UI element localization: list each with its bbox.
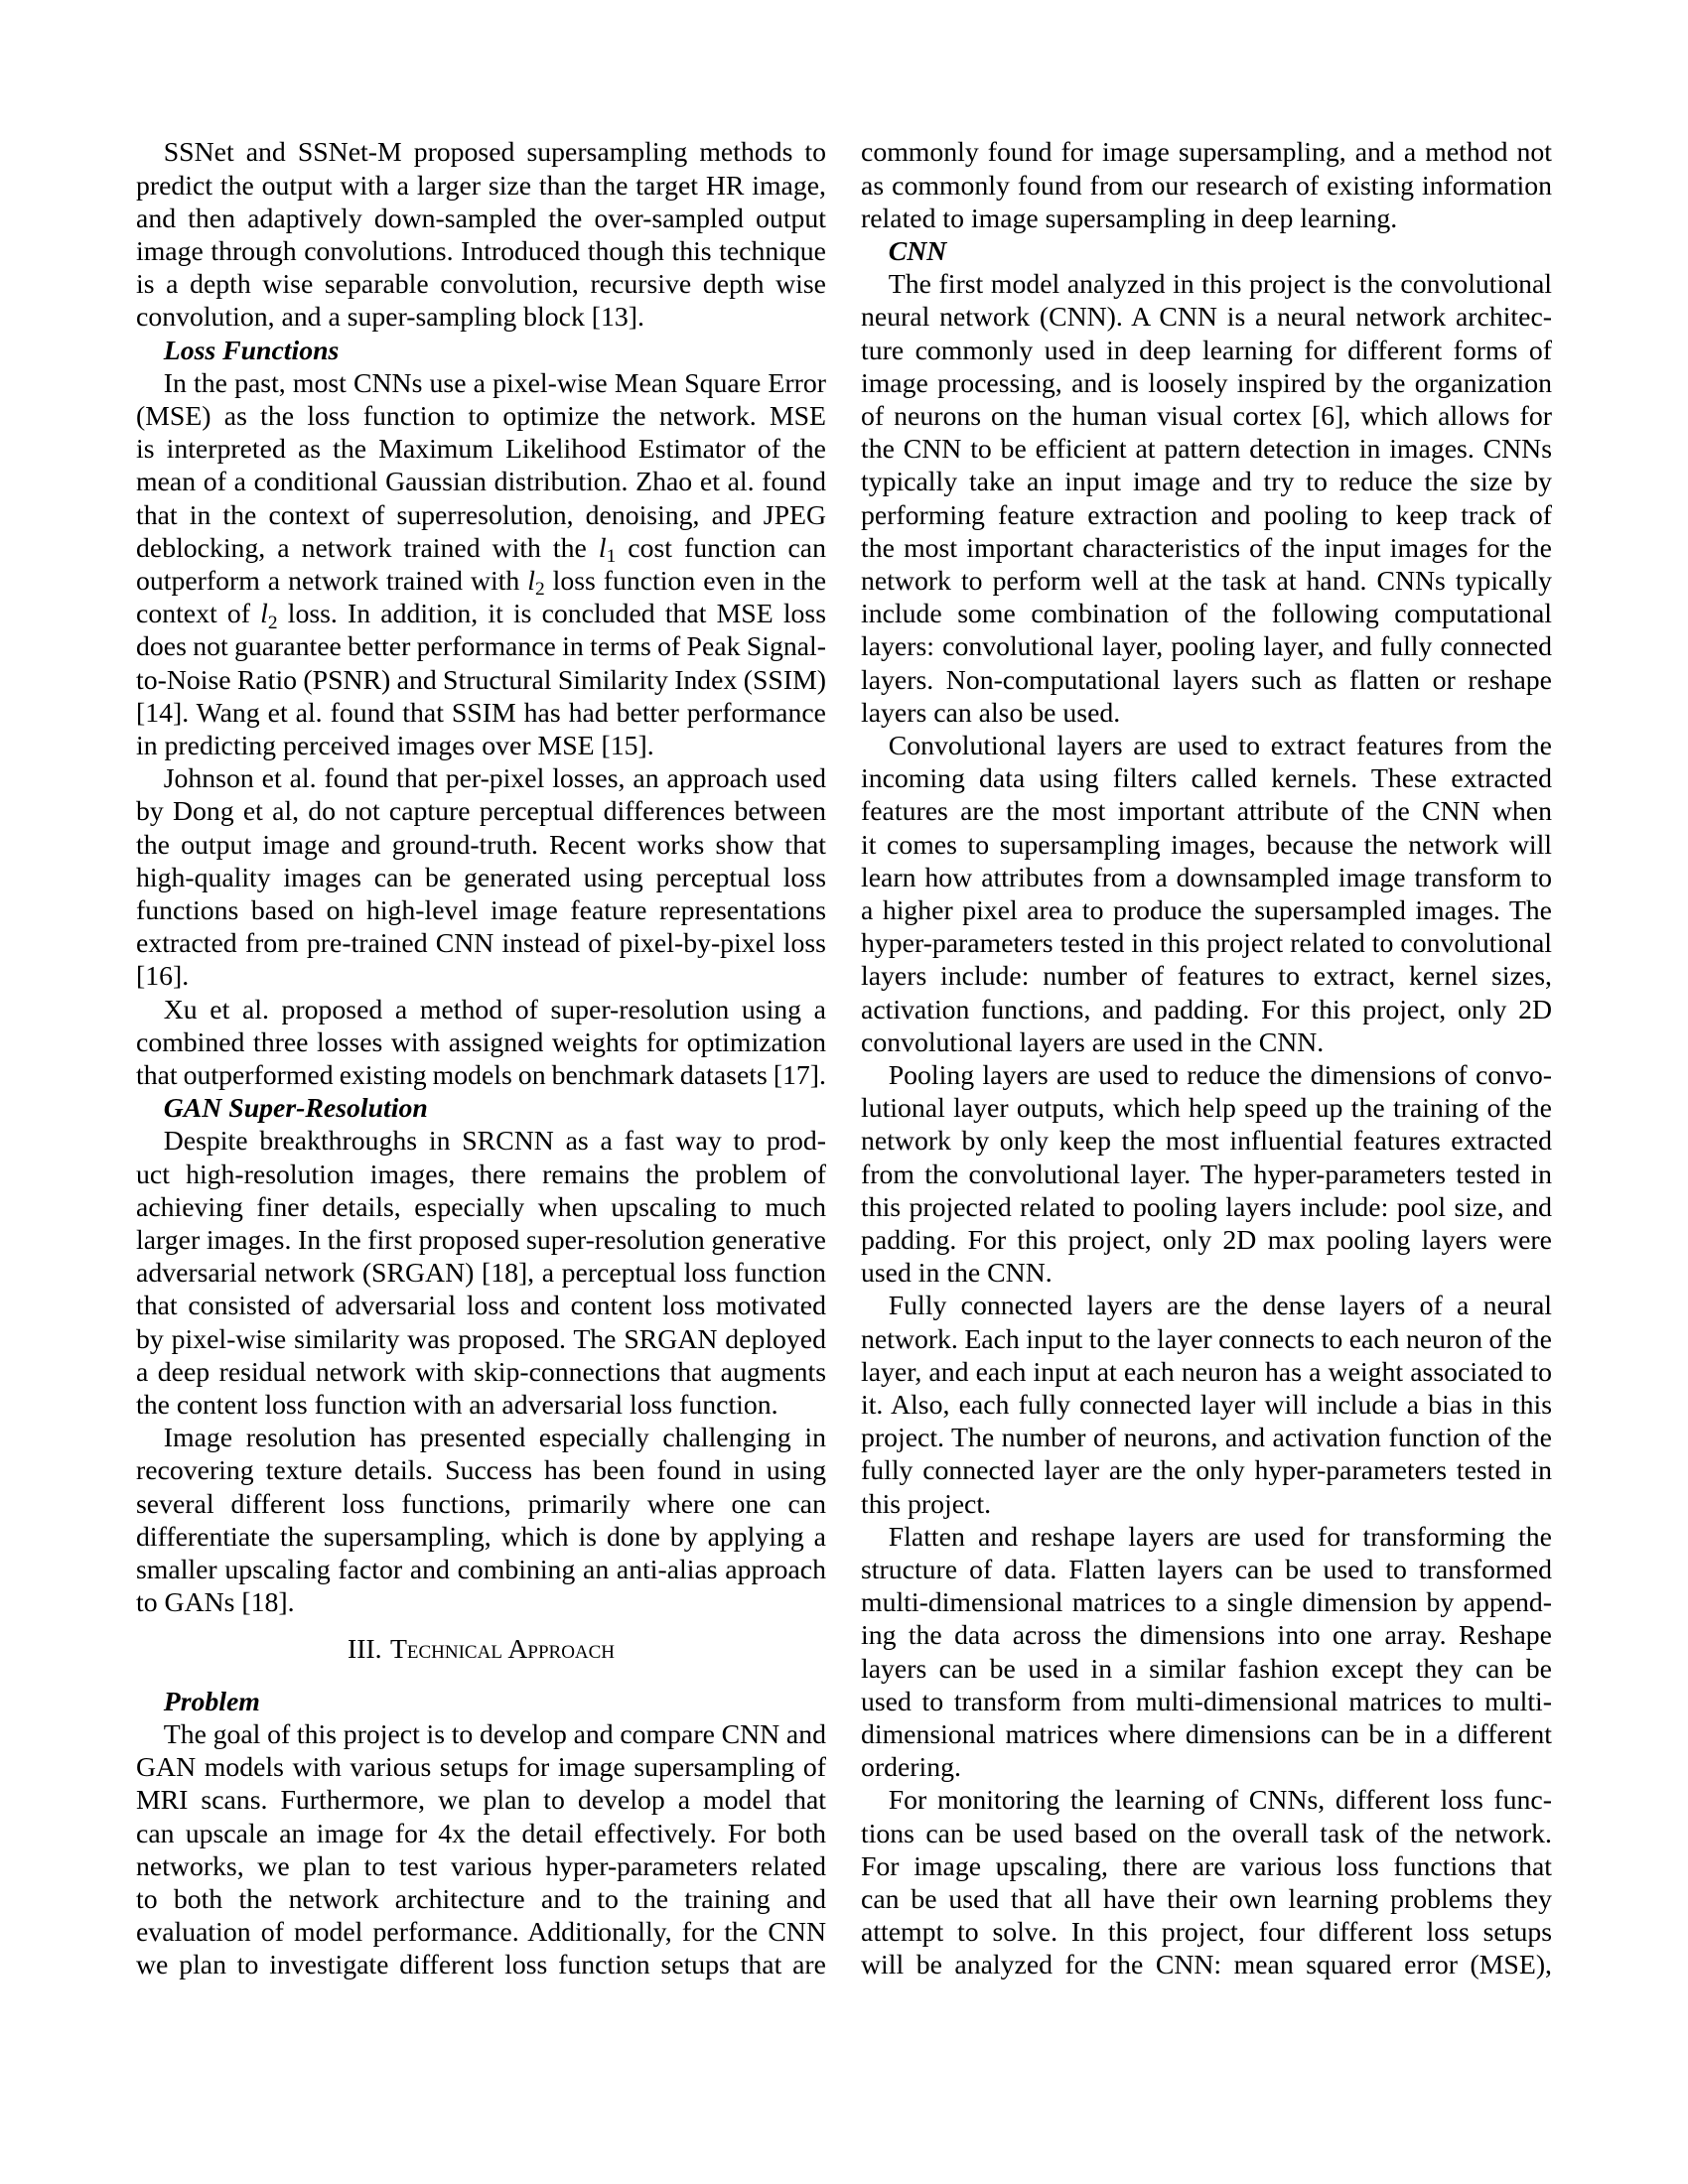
text-line: tions can be used based on the overall task of the network. (861, 1818, 1552, 1849)
text-line: it comes to supersampling images, because the network will (861, 829, 1552, 861)
text-line: The first model analyzed in this project is the convolutional (888, 269, 1552, 301)
text-line: adversarial network (SRGAN) [18], a perceptual loss function (136, 1258, 826, 1290)
text-line: ordering. (861, 1752, 961, 1784)
text-line: (MSE) as the loss function to optimize the network. MSE (136, 400, 826, 432)
text-line: The goal of this project is to develop and compare CNN and (163, 1719, 826, 1751)
text-line: hyper-parameters tested in this project related to convolutional (861, 928, 1552, 960)
text-line: extracted from pre-trained CNN instead of pixel-by-pixel loss (136, 928, 826, 960)
text-line: ture commonly used in deep learning for different forms of (861, 335, 1552, 366)
text-line: does not guarantee better performance in terms of Peak Signal- (136, 631, 826, 663)
paragraph-johnson (136, 762, 826, 993)
text-line: padding. For this project, only 2D max pooling layers were (861, 1225, 1552, 1256)
text-line: differentiate the supersampling, which is done by applying a (136, 1521, 826, 1553)
text-line: Convolutional layers are used to extract features from the (888, 730, 1552, 761)
text-line: attempt to solve. In this project, four different loss setups (861, 1917, 1552, 1949)
text-line: from the convolutional layer. The hyper-parameters tested in (861, 1159, 1552, 1190)
text-line: Johnson et al. found that per-pixel losses, an approach used (163, 763, 826, 795)
paragraph-fully-connected-layers (861, 1290, 1552, 1520)
text-line: larger images. In the first proposed super-resolution generative (136, 1225, 826, 1256)
text-line: Image resolution has presented especially challenging in (163, 1423, 826, 1454)
text-line: image through convolutions. Introduced though this technique (136, 235, 826, 267)
text-line: a higher pixel area to produce the supersampled images. The (861, 894, 1552, 926)
text-line: and then adaptively down-sampled the over-sampled output (136, 203, 826, 234)
paragraph-goal (136, 1718, 826, 1982)
text-line: commonly found for image supersampling, and a method not (861, 137, 1552, 169)
text-line: GAN models with various setups for image supersampling of (136, 1752, 826, 1784)
section-heading-technical-approach (136, 1619, 826, 1685)
text-line: incoming data using filters called kernels. These extracted (861, 763, 1552, 795)
text-line: fully connected layer are the only hyper-parameters tested in (861, 1455, 1552, 1487)
text-line: MRI scans. Furthermore, we plan to develop a model that (136, 1785, 826, 1817)
text-line: network to perform well at the task at hand. CNNs typically (861, 565, 1552, 597)
text-line: to-Noise Ratio (PSNR) and Structural Similarity Index (SSIM) (136, 664, 826, 696)
section-number: III. (347, 1634, 382, 1666)
math-variable: l (527, 565, 535, 597)
paragraph-continuation (861, 136, 1552, 235)
text-line: learn how attributes from a downsampled image transform to (861, 862, 1552, 893)
text-line: lutional layer outputs, which help speed up the training of the (861, 1093, 1552, 1125)
math-variable: l (260, 599, 268, 630)
text-line: layer, and each input at each neuron has a weight associated to (861, 1356, 1552, 1388)
subsection-heading-cnn: CNN (888, 235, 947, 267)
text-line: dimensional matrices where dimensions can be in a different (861, 1719, 1552, 1751)
text-line: related to image supersampling in deep learning. (861, 203, 1398, 234)
text-line: the most important characteristics of the input images for the (861, 532, 1552, 564)
text-line: Xu et al. proposed a method of super-resolution using a (163, 994, 826, 1025)
text-line: in predicting perceived images over MSE [15]. (136, 730, 654, 761)
text-line: layers: convolutional layer, pooling layer, and fully connected (861, 631, 1552, 663)
text-line: ing the data across the dimensions into one array. Reshape (861, 1620, 1552, 1652)
text-line: used in the CNN. (861, 1258, 1053, 1290)
text-line: network by only keep the most influential features extracted (861, 1126, 1552, 1158)
text-line: to both the network architecture and to the training and (136, 1884, 826, 1916)
text-line: For monitoring the learning of CNNs, different loss func- (888, 1785, 1552, 1817)
paragraph-loss-monitoring (861, 1784, 1552, 1981)
text-segment: deblocking, a network trained with the (136, 532, 599, 564)
paragraph-convolutional-layers (861, 730, 1552, 1059)
text-line: high-quality images can be generated using perceptual loss (136, 862, 826, 893)
text-line: typically take an input image and try to reduce the size by (861, 467, 1552, 498)
text-line: this project. (861, 1488, 992, 1520)
text-line: layers can also be used. (861, 697, 1121, 729)
text-line: [16]. (136, 961, 190, 993)
text-line: the CNN to be efficient at pattern detection in images. CNNs (861, 434, 1552, 466)
text-line: the content loss function with an adversarial loss function. (136, 1390, 778, 1422)
text-line-with-math (136, 565, 827, 601)
text-line: used to transform from multi-dimensional matrices to multi- (861, 1686, 1552, 1717)
text-line: For image upscaling, there are various loss functions that (861, 1850, 1552, 1882)
text-line: convolution, and a super-sampling block [13]. (136, 302, 644, 334)
text-line: we plan to investigate different loss function setups that are (136, 1950, 826, 1981)
text-line: several different loss functions, primarily where one can (136, 1488, 826, 1520)
text-line: combined three losses with assigned weights for optimization (136, 1026, 826, 1058)
text-line: it. Also, each fully connected layer will include a bias in this (861, 1390, 1552, 1422)
text-line: recovering texture details. Success has been found in using (136, 1455, 826, 1487)
text-line: Despite breakthroughs in SRCNN as a fast way to prod- (163, 1126, 826, 1158)
text-line: structure of data. Flatten layers can be used to transformed (861, 1555, 1552, 1586)
subsection-heading-loss-functions: Loss Functions (163, 335, 340, 366)
text-line: uct high-resolution images, there remains the problem of (136, 1159, 826, 1190)
text-segment: context of (136, 599, 261, 630)
text-segment: loss function even in the (544, 565, 827, 597)
text-line: functions based on high-level image feature representations (136, 894, 826, 926)
text-line: network. Each input to the layer connects to each neuron of the (861, 1323, 1552, 1355)
text-line: by pixel-wise similarity was proposed. The SRGAN deployed (136, 1323, 826, 1355)
text-line: multi-dimensional matrices to a single dimension by append- (861, 1587, 1552, 1619)
text-line: smaller upscaling factor and combining an anti-alias approach (136, 1555, 826, 1586)
paragraph-image-resolution (136, 1422, 826, 1619)
right-column (861, 136, 1552, 1981)
text-line: performing feature extraction and pooling to keep track of (861, 499, 1552, 531)
text-segment: outperform a network trained with (136, 565, 528, 597)
text-line: predict the output with a larger size than the target HR image, (136, 170, 826, 202)
text-line-with-math (136, 598, 827, 633)
text-line: Flatten and reshape layers are used for transforming the (888, 1521, 1552, 1553)
text-line: a deep residual network with skip-connections that augments (136, 1356, 826, 1388)
text-line: this projected related to pooling layers include: pool size, and (861, 1191, 1552, 1223)
text-line: that consisted of adversarial loss and content loss motivated (136, 1291, 826, 1322)
text-line: is a depth wise separable convolution, recursive depth wise (136, 269, 826, 301)
subsection-heading-gan-super-resolution: GAN Super-Resolution (163, 1093, 428, 1125)
text-line-with-math (136, 532, 826, 568)
paragraph-ssnet (136, 136, 826, 334)
section-title: Technical Approach (389, 1634, 616, 1666)
text-line: mean of a conditional Gaussian distribution. Zhao et al. found (136, 467, 826, 498)
text-line: evaluation of model performance. Additionally, for the CNN (136, 1917, 826, 1949)
math-subscript: 2 (534, 579, 545, 601)
text-segment: cost function can (616, 532, 826, 564)
text-line: that outperformed existing models on benchmark datasets [17]. (136, 1059, 826, 1091)
text-line: as commonly found from our research of existing information (861, 170, 1552, 202)
paragraph-cnn-intro (861, 268, 1552, 730)
text-line: neural network (CNN). A CNN is a neural network architec- (861, 302, 1552, 334)
text-line: will be analyzed for the CNN: mean squared error (MSE), (861, 1950, 1552, 1981)
text-line: features are the most important attribute of the CNN when (861, 796, 1552, 828)
text-line: can be used that all have their own learning problems they (861, 1884, 1552, 1916)
text-line: networks, we plan to test various hyper-parameters related (136, 1850, 826, 1882)
paragraph-flatten-reshape-layers (861, 1521, 1552, 1785)
math-subscript: 1 (606, 546, 617, 568)
left-column (136, 136, 826, 1981)
text-line: can upscale an image for 4x the detail effectively. For both (136, 1818, 826, 1849)
text-line: the output image and ground-truth. Recent works show that (136, 829, 826, 861)
text-line: image processing, and is loosely inspired by the organization (861, 367, 1552, 399)
text-line: to GANs [18]. (136, 1587, 295, 1619)
text-line: Pooling layers are used to reduce the dimensions of convo- (888, 1059, 1552, 1091)
text-line: project. The number of neurons, and activation function of the (861, 1423, 1552, 1454)
text-line: that in the context of superresolution, denoising, and JPEG (136, 499, 826, 531)
text-line: convolutional layers are used in the CNN. (861, 1026, 1325, 1058)
text-line: by Dong et al, do not capture perceptual differences between (136, 796, 826, 828)
math-variable: l (598, 532, 607, 564)
math-subscript: 2 (267, 612, 278, 633)
text-line: layers. Non-computational layers such as flatten or reshape (861, 664, 1552, 696)
text-line: In the past, most CNNs use a pixel-wise Mean Square Error (163, 367, 826, 399)
text-line: [14]. Wang et al. found that SSIM has had better performance (136, 697, 826, 729)
text-line: activation functions, and padding. For this project, only 2D (861, 994, 1552, 1025)
text-line: layers can be used in a similar fashion except they can be (861, 1653, 1552, 1685)
paragraph-xu (136, 994, 826, 1093)
text-line: include some combination of the following computational (861, 599, 1552, 630)
text-line: layers include: number of features to extract, kernel sizes, (861, 961, 1552, 993)
text-segment: loss. In addition, it is concluded that MSE loss (277, 599, 827, 630)
text-line: SSNet and SSNet-M proposed supersampling methods to (163, 137, 826, 169)
text-line: achieving finer details, especially when upscaling to much (136, 1191, 826, 1223)
text-line: is interpreted as the Maximum Likelihood Estimator of the (136, 434, 826, 466)
paragraph-mse (136, 367, 826, 762)
text-line: Fully connected layers are the dense layers of a neural (888, 1291, 1552, 1322)
paragraph-srgan (136, 1125, 826, 1422)
paragraph-pooling-layers (861, 1059, 1552, 1290)
text-line: of neurons on the human visual cortex [6], which allows for (861, 400, 1552, 432)
subsection-heading-problem: Problem (163, 1686, 260, 1717)
